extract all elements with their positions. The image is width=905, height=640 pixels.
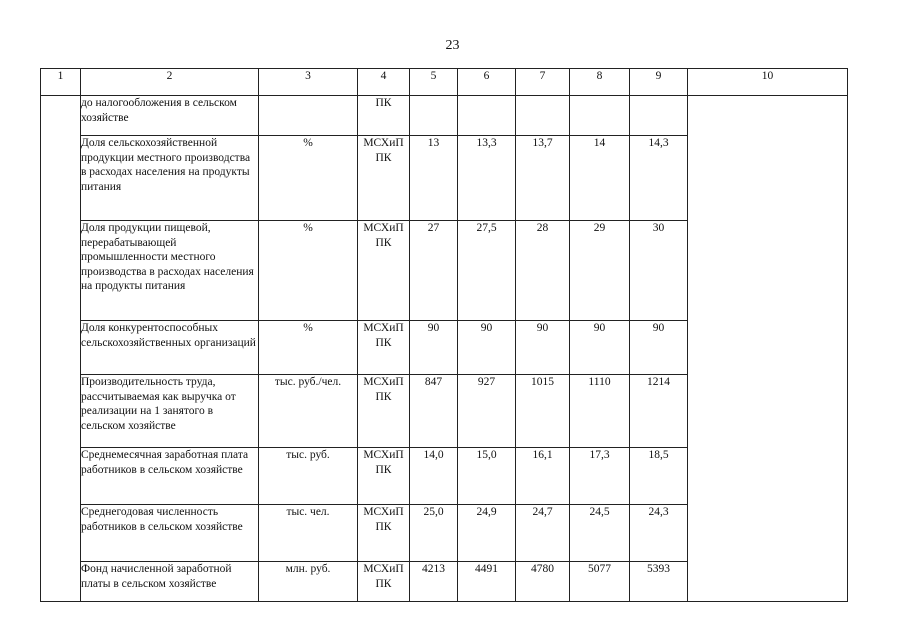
indicator-table xyxy=(40,68,848,602)
value-cell: 18,5 xyxy=(630,448,688,505)
unit-cell: % xyxy=(259,136,358,221)
source-line: МСХиП xyxy=(363,563,404,575)
column-header: 8 xyxy=(570,69,630,96)
value-cell: 5077 xyxy=(570,562,630,602)
column-header: 7 xyxy=(516,69,570,96)
value-cell: 4780 xyxy=(516,562,570,602)
value-cell: 90 xyxy=(570,321,630,375)
value-cell: 847 xyxy=(410,375,458,448)
source-cell xyxy=(358,505,410,562)
table-body xyxy=(41,96,848,602)
indicator-name-cell: Производительность труда, рассчитываемая как выручка от реализации на 1 занятого в сельском хозяйстве xyxy=(81,375,259,448)
value-cell: 90 xyxy=(516,321,570,375)
indicator-name-cell: Доля конкурентоспособных сельскохозяйственных организаций xyxy=(81,321,259,375)
value-cell: 24,3 xyxy=(630,505,688,562)
value-cell: 90 xyxy=(458,321,516,375)
indicator-name-cell: Фонд начисленной заработной платы в сельском хозяйстве xyxy=(81,562,259,602)
column-number-row xyxy=(41,69,848,96)
unit-cell: % xyxy=(259,221,358,321)
indicator-name-cell: Среднемесячная заработная плата работников в сельском хозяйстве xyxy=(81,448,259,505)
column-header: 6 xyxy=(458,69,516,96)
source-line: МСХиП xyxy=(363,449,404,461)
value-cell: 30 xyxy=(630,221,688,321)
source-line: ПК xyxy=(375,577,392,590)
value-cell: 24,9 xyxy=(458,505,516,562)
value-cell: 14 xyxy=(570,136,630,221)
value-cell: 13 xyxy=(410,136,458,221)
source-line: ПК xyxy=(375,463,392,476)
value-cell: 24,7 xyxy=(516,505,570,562)
value-cell: 16,1 xyxy=(516,448,570,505)
source-cell xyxy=(358,96,410,136)
source-line: ПК xyxy=(375,151,392,164)
column-header: 3 xyxy=(259,69,358,96)
value-cell: 1110 xyxy=(570,375,630,448)
value-cell: 27,5 xyxy=(458,221,516,321)
indicator-name-cell: Доля сельскохозяйственной продукции местного производства в расходах населения на продукты питания xyxy=(81,136,259,221)
unit-cell: тыс. руб. xyxy=(259,448,358,505)
value-cell xyxy=(410,96,458,136)
unit-cell: тыс. чел. xyxy=(259,505,358,562)
source-cell xyxy=(358,321,410,375)
source-line: ПК xyxy=(375,520,392,533)
value-cell: 4213 xyxy=(410,562,458,602)
value-cell: 927 xyxy=(458,375,516,448)
value-cell xyxy=(516,96,570,136)
value-cell: 13,7 xyxy=(516,136,570,221)
value-cell: 24,5 xyxy=(570,505,630,562)
column-header: 1 xyxy=(41,69,81,96)
unit-cell: % xyxy=(259,321,358,375)
column-header: 9 xyxy=(630,69,688,96)
unit-cell: тыс. руб./чел. xyxy=(259,375,358,448)
source-line: ПК xyxy=(375,97,392,109)
value-cell: 28 xyxy=(516,221,570,321)
column-header: 2 xyxy=(81,69,259,96)
column-header: 5 xyxy=(410,69,458,96)
value-cell xyxy=(458,96,516,136)
unit-cell: млн. руб. xyxy=(259,562,358,602)
source-line: ПК xyxy=(375,236,392,249)
value-cell: 5393 xyxy=(630,562,688,602)
source-cell xyxy=(358,136,410,221)
source-cell xyxy=(358,448,410,505)
source-line: МСХиП xyxy=(363,376,404,388)
value-cell: 27 xyxy=(410,221,458,321)
value-cell: 4491 xyxy=(458,562,516,602)
value-cell: 14,0 xyxy=(410,448,458,505)
indicator-name-cell: Среднегодовая численность работников в сельском хозяйстве xyxy=(81,505,259,562)
value-cell: 15,0 xyxy=(458,448,516,505)
source-cell xyxy=(358,375,410,448)
value-cell xyxy=(570,96,630,136)
column-header: 10 xyxy=(688,69,848,96)
value-cell: 14,3 xyxy=(630,136,688,221)
page-number: 23 xyxy=(445,38,460,53)
value-cell: 90 xyxy=(410,321,458,375)
value-cell: 17,3 xyxy=(570,448,630,505)
value-cell: 1214 xyxy=(630,375,688,448)
unit-cell xyxy=(259,96,358,136)
source-line: МСХиП xyxy=(363,222,404,234)
value-cell: 29 xyxy=(570,221,630,321)
column-header: 4 xyxy=(358,69,410,96)
table-row xyxy=(41,96,848,136)
value-cell: 13,3 xyxy=(458,136,516,221)
source-line: МСХиП xyxy=(363,322,404,334)
value-cell xyxy=(630,96,688,136)
source-line: ПК xyxy=(375,336,392,349)
row-number-cell xyxy=(41,96,81,602)
source-cell xyxy=(358,562,410,602)
notes-column-cell xyxy=(688,96,848,602)
value-cell: 90 xyxy=(630,321,688,375)
source-line: МСХиП xyxy=(363,506,404,518)
value-cell: 25,0 xyxy=(410,505,458,562)
value-cell: 1015 xyxy=(516,375,570,448)
source-line: ПК xyxy=(375,390,392,403)
source-line: МСХиП xyxy=(363,137,404,149)
source-cell xyxy=(358,221,410,321)
indicator-name-cell: Доля продукции пищевой, перерабатывающей промышленности местного производства в расходах населения на продукты питания xyxy=(81,221,259,321)
indicator-name-cell: до налогообложения в сельском хозяйстве xyxy=(81,96,259,136)
